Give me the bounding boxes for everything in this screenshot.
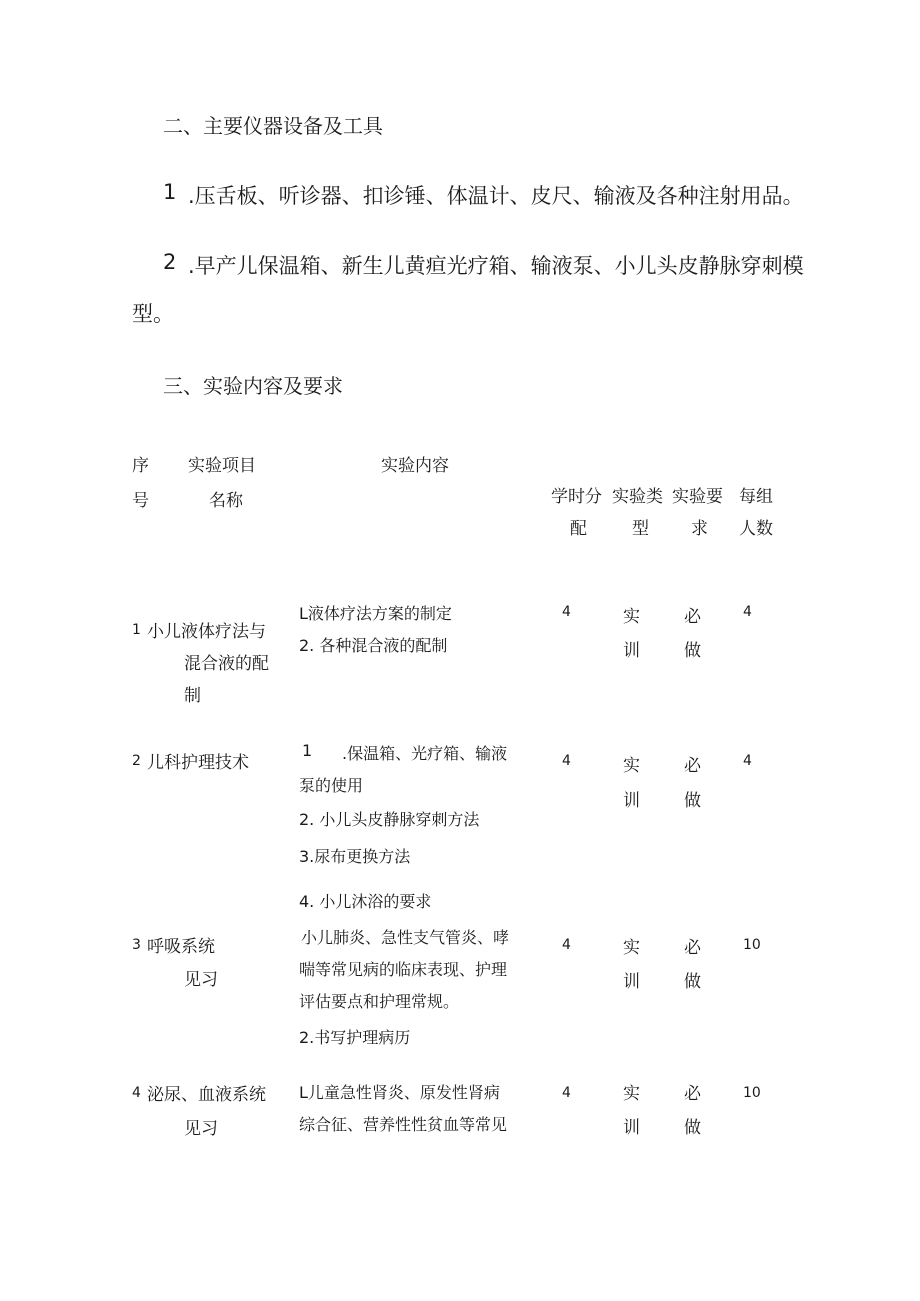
header-hours-line2: 配 (570, 519, 587, 539)
header-group-line2: 人数 (739, 519, 773, 539)
row-2-content-line3: 2. 小儿头皮静脉穿刺方法 (299, 810, 480, 829)
row-1-content-line1: L液体疗法方案的制定 (299, 604, 452, 623)
row-3-number: 3 (132, 937, 141, 953)
row-1-req-line1: 必 (684, 607, 701, 627)
row-4-content-line1: L儿童急性肾炎、原发性肾病 (299, 1083, 500, 1102)
row-4-req-line1: 必 (684, 1084, 701, 1104)
row-4-type-line2: 训 (623, 1118, 640, 1138)
header-group-line1: 每组 (739, 487, 773, 507)
row-4-name-line2: 见习 (184, 1119, 218, 1139)
row-1-number: 1 (132, 622, 141, 638)
equipment-heading: 二、主要仪器设备及工具 (163, 114, 383, 138)
equipment-item-2-continuation: 型。 (132, 302, 174, 326)
row-2-name-line1: 儿科护理技术 (147, 753, 249, 773)
row-3-name-line1: 呼吸系统 (147, 937, 215, 957)
row-2-type-line1: 实 (623, 756, 640, 776)
row-3-name-line2: 见习 (184, 970, 218, 990)
row-3-req-line1: 必 (684, 938, 701, 958)
row-1-name-line3: 制 (184, 686, 201, 706)
content-heading: 三、实验内容及要求 (163, 374, 343, 398)
row-2-group: 4 (743, 753, 752, 769)
equipment-item-1-number: 1 (163, 180, 177, 204)
header-name-line2: 名称 (209, 491, 243, 511)
row-2-content-line4: 3.尿布更换方法 (299, 847, 411, 866)
row-4-content-line2: 综合征、营养性性贫血等常见 (299, 1115, 508, 1134)
row-4-group: 10 (743, 1085, 761, 1101)
row-2-content-number: 1 (302, 741, 313, 760)
row-2-number: 2 (132, 753, 141, 769)
equipment-item-1-text: .压舌板、听诊器、扣诊锤、体温计、皮尺、输液及各种注射用品。 (188, 184, 804, 208)
row-3-type-line2: 训 (623, 972, 640, 992)
row-4-name-line1: 泌尿、血液系统 (147, 1085, 266, 1105)
row-1-req-line2: 做 (684, 641, 701, 661)
row-3-type-line1: 实 (623, 938, 640, 958)
header-type-line1: 实验类 (612, 487, 663, 507)
row-3-req-line2: 做 (684, 972, 701, 992)
equipment-item-2-number: 2 (163, 250, 177, 274)
row-2-req-line1: 必 (684, 756, 701, 776)
row-4-type-line1: 实 (623, 1084, 640, 1104)
row-2-type-line2: 训 (623, 791, 640, 811)
row-3-content-line3: 评估要点和护理常规。 (299, 992, 460, 1011)
row-3-hours: 4 (562, 937, 571, 953)
row-1-type-line2: 训 (623, 641, 640, 661)
row-1-group: 4 (743, 604, 752, 620)
row-1-type-line1: 实 (623, 607, 640, 627)
row-1-hours: 4 (562, 604, 571, 620)
row-3-content-line2: 喘等常见病的临床表现、护理 (299, 960, 508, 979)
header-seq-line2: 号 (132, 491, 149, 511)
header-req-line2: 求 (691, 519, 708, 539)
header-seq-line1: 序 (132, 456, 149, 476)
row-1-content-line2: 2. 各种混合液的配制 (299, 636, 448, 655)
row-1-name-line2: 混合液的配 (184, 654, 269, 674)
row-2-req-line2: 做 (684, 791, 701, 811)
row-2-content-line2: 泵的使用 (299, 776, 364, 795)
equipment-item-2-text: .早产儿保温箱、新生儿黄疸光疗箱、输液泵、小儿头皮静脉穿刺模 (188, 254, 804, 278)
row-4-number: 4 (132, 1085, 141, 1101)
row-4-hours: 4 (562, 1085, 571, 1101)
header-req-line1: 实验要 (672, 487, 723, 507)
row-3-group: 10 (743, 937, 761, 953)
row-3-content-line1: 小儿肺炎、急性支气管炎、哮 (301, 928, 510, 947)
header-type-line2: 型 (632, 519, 649, 539)
row-4-req-line2: 做 (684, 1118, 701, 1138)
header-name-line1: 实验项目 (188, 456, 256, 476)
row-2-content-line1: .保温箱、光疗箱、输液 (342, 744, 508, 763)
row-1-name-line1: 小儿液体疗法与 (147, 622, 266, 642)
header-content: 实验内容 (381, 456, 449, 476)
row-3-content-line4: 2.书写护理病历 (299, 1028, 411, 1047)
row-2-hours: 4 (562, 753, 571, 769)
header-hours-line1: 学时分 (551, 487, 602, 507)
row-2-content-line5: 4. 小儿沐浴的要求 (299, 892, 432, 911)
